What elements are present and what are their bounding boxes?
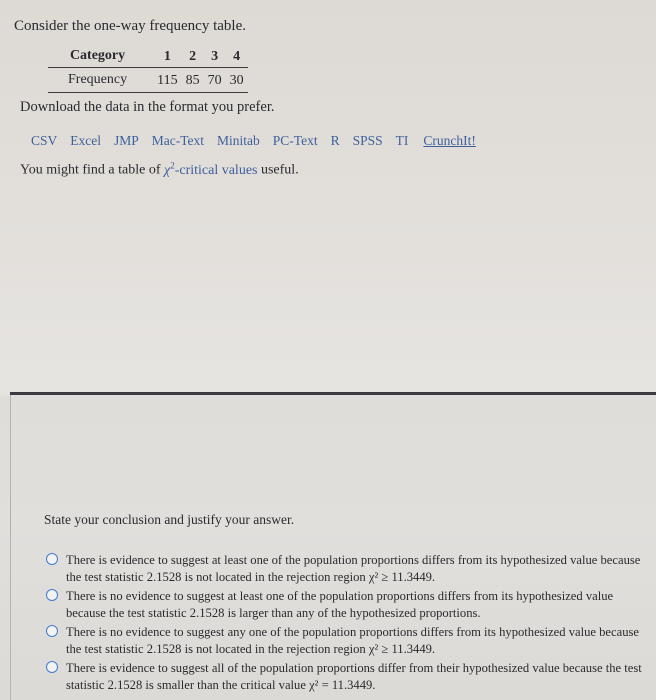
format-link-ti[interactable]: TI: [395, 133, 409, 148]
download-text: Download the data in the format you prefer.: [20, 99, 275, 115]
category-cell: 4: [233, 48, 241, 64]
format-link-excel[interactable]: Excel: [70, 133, 101, 148]
chi-link-text: -critical values: [174, 162, 258, 178]
answer-option-text: There is evidence to suggest all of the population proportions differ from their hypothesized value because the test statistic 2.1528 is smaller than the critical value χ² = 11.3449.: [66, 661, 642, 692]
frequency-label: Frequency: [68, 71, 128, 87]
answer-options: [46, 552, 654, 696]
format-link-mac-text[interactable]: Mac-Text: [151, 133, 205, 148]
answer-option-text: There is no evidence to suggest any one of the population proportions differs from its hypothesized value because the test statistic 2.1528 is not located in the rejection region χ² ≥ 11.3449.: [66, 625, 639, 656]
chi-superscript: 2: [170, 160, 175, 170]
chi-note-prefix: You might find a table of: [20, 162, 165, 178]
answer-option[interactable]: [46, 588, 654, 622]
answer-option[interactable]: [46, 624, 654, 658]
question-prompt: State your conclusion and justify your answer.: [44, 512, 295, 527]
answer-option-text: There is evidence to suggest at least one of the population proportions differs from its hypothesized value because the test statistic 2.1528 is not located in the rejection region χ² ≥ 11.3449.: [66, 553, 641, 584]
chi-symbol: χ: [164, 162, 171, 178]
answer-option-text: There is no evidence to suggest at least one of the population proportions differs from its hypothesized value because the test statistic 2.1528 is larger than any of the hypothesized proportions.: [66, 589, 614, 620]
format-link-pc-text[interactable]: PC-Text: [272, 133, 318, 148]
table-row: [48, 68, 248, 93]
frequency-table: [48, 46, 248, 93]
frequency-cell: 85: [185, 73, 200, 88]
chi-square-table-link[interactable]: [164, 160, 258, 178]
format-link-spss[interactable]: SPSS: [352, 133, 383, 148]
frequency-cell: 115: [157, 73, 178, 88]
category-cell: 2: [189, 48, 197, 64]
radio-button[interactable]: [46, 589, 58, 601]
answer-option[interactable]: [46, 660, 654, 694]
category-label: Category: [69, 48, 126, 63]
format-link-crunchit[interactable]: CrunchIt!: [423, 133, 476, 148]
table-header-row: [48, 46, 248, 68]
format-link-minitab[interactable]: Minitab: [217, 133, 260, 148]
intro-text: Consider the one-way frequency table.: [14, 18, 246, 34]
radio-button[interactable]: [46, 553, 58, 565]
frequency-cell: 30: [229, 73, 244, 88]
download-format-links: [31, 133, 476, 149]
format-link-r[interactable]: R: [330, 133, 340, 148]
format-link-jmp[interactable]: JMP: [114, 133, 139, 148]
chi-note-suffix: useful.: [257, 162, 299, 178]
category-cell: 3: [211, 48, 219, 64]
answer-option[interactable]: [46, 552, 654, 586]
chi-square-table-note: [20, 160, 299, 179]
format-link-csv[interactable]: CSV: [31, 133, 58, 148]
radio-button[interactable]: [46, 661, 58, 673]
category-cell: 1: [163, 48, 171, 64]
radio-button[interactable]: [46, 625, 58, 637]
frequency-cell: 70: [207, 73, 222, 88]
